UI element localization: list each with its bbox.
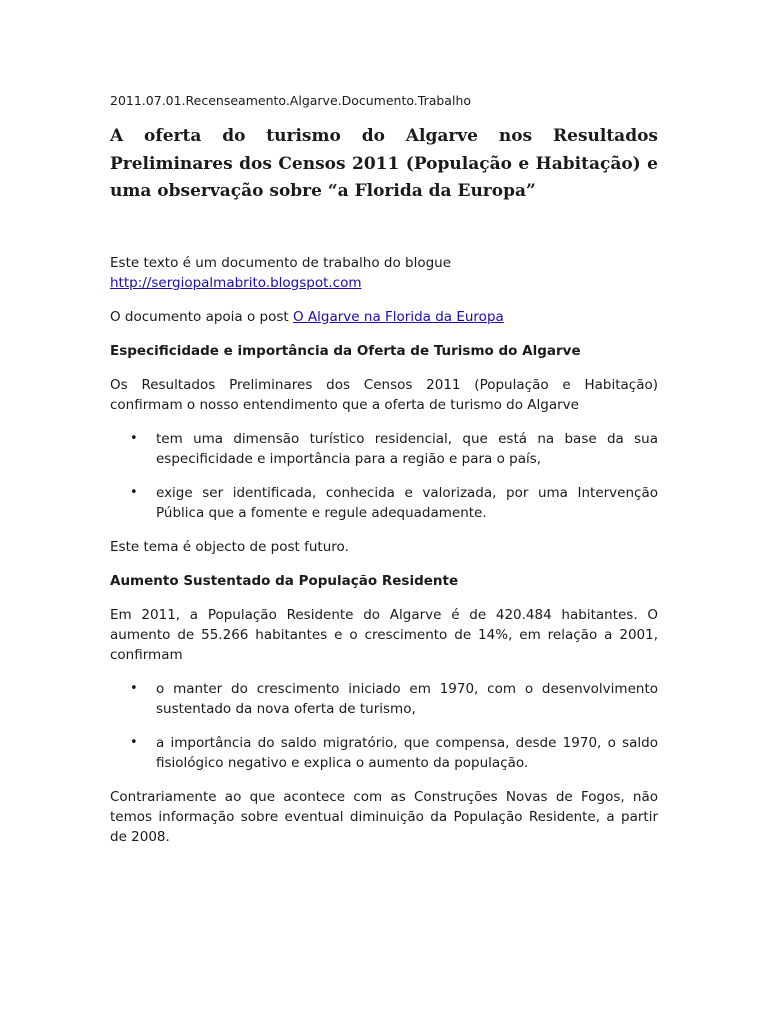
list-item-text: tem uma dimensão turístico residencial, que está na base da sua especificidade e importância para a região e para o país, (156, 430, 658, 467)
support-prefix: O documento apoia o post (110, 308, 293, 325)
document-title: A oferta do turismo do Algarve nos Resultados Preliminares dos Censos 2011 (População e Habitação) e uma observação sobre “a Florida da Europa” (110, 126, 658, 201)
bullet-icon: • (130, 484, 138, 500)
section2-bullet-list (110, 679, 658, 773)
section-heading-aumento: Aumento Sustentado da População Residente (110, 572, 459, 589)
blog-link-paragraph (110, 273, 658, 293)
bullet-icon: • (130, 680, 138, 696)
list-item (110, 483, 658, 523)
list-item-text: o manter do crescimento iniciado em 1970, com o desenvolvimento sustentado da nova oferta de turismo, (156, 680, 658, 717)
section2-closing: Contrariamente ao que acontece com as Construções Novas de Fogos, não temos informação sobre eventual diminuição da População Residente, a partir de 2008. (110, 788, 658, 845)
list-item-text: exige ser identificada, conhecida e valorizada, por uma Intervenção Pública que a fomente e regule adequadamente. (156, 484, 658, 521)
intro-line: Este texto é um documento de trabalho do blogue (110, 254, 452, 271)
list-item (110, 679, 658, 719)
document-code: 2011.07.01.Recenseamento.Algarve.Documento.Trabalho (110, 93, 472, 108)
post-link[interactable]: O Algarve na Florida da Europa (293, 308, 504, 325)
support-paragraph (110, 307, 658, 327)
section1-bullet-list (110, 429, 658, 523)
bullet-icon: • (130, 734, 138, 750)
section1-closing: Este tema é objecto de post futuro. (110, 538, 349, 555)
list-item (110, 733, 658, 773)
blog-link[interactable]: http://sergiopalmabrito.blogspot.com (110, 274, 362, 291)
section-heading-especificidade: Especificidade e importância da Oferta de Turismo do Algarve (110, 342, 581, 359)
section2-paragraph: Em 2011, a População Residente do Algarve é de 420.484 habitantes. O aumento de 55.266 habitantes e o crescimento de 14%, em relação a 2001, confirmam (110, 606, 658, 663)
list-item-text: a importância do saldo migratório, que compensa, desde 1970, o saldo fisiológico negativo e explica o aumento da população. (156, 734, 658, 771)
section1-paragraph: Os Resultados Preliminares dos Censos 2011 (População e Habitação) confirmam o nosso entendimento que a oferta de turismo do Algarve (110, 376, 658, 413)
list-item (110, 429, 658, 469)
bullet-icon: • (130, 430, 138, 446)
